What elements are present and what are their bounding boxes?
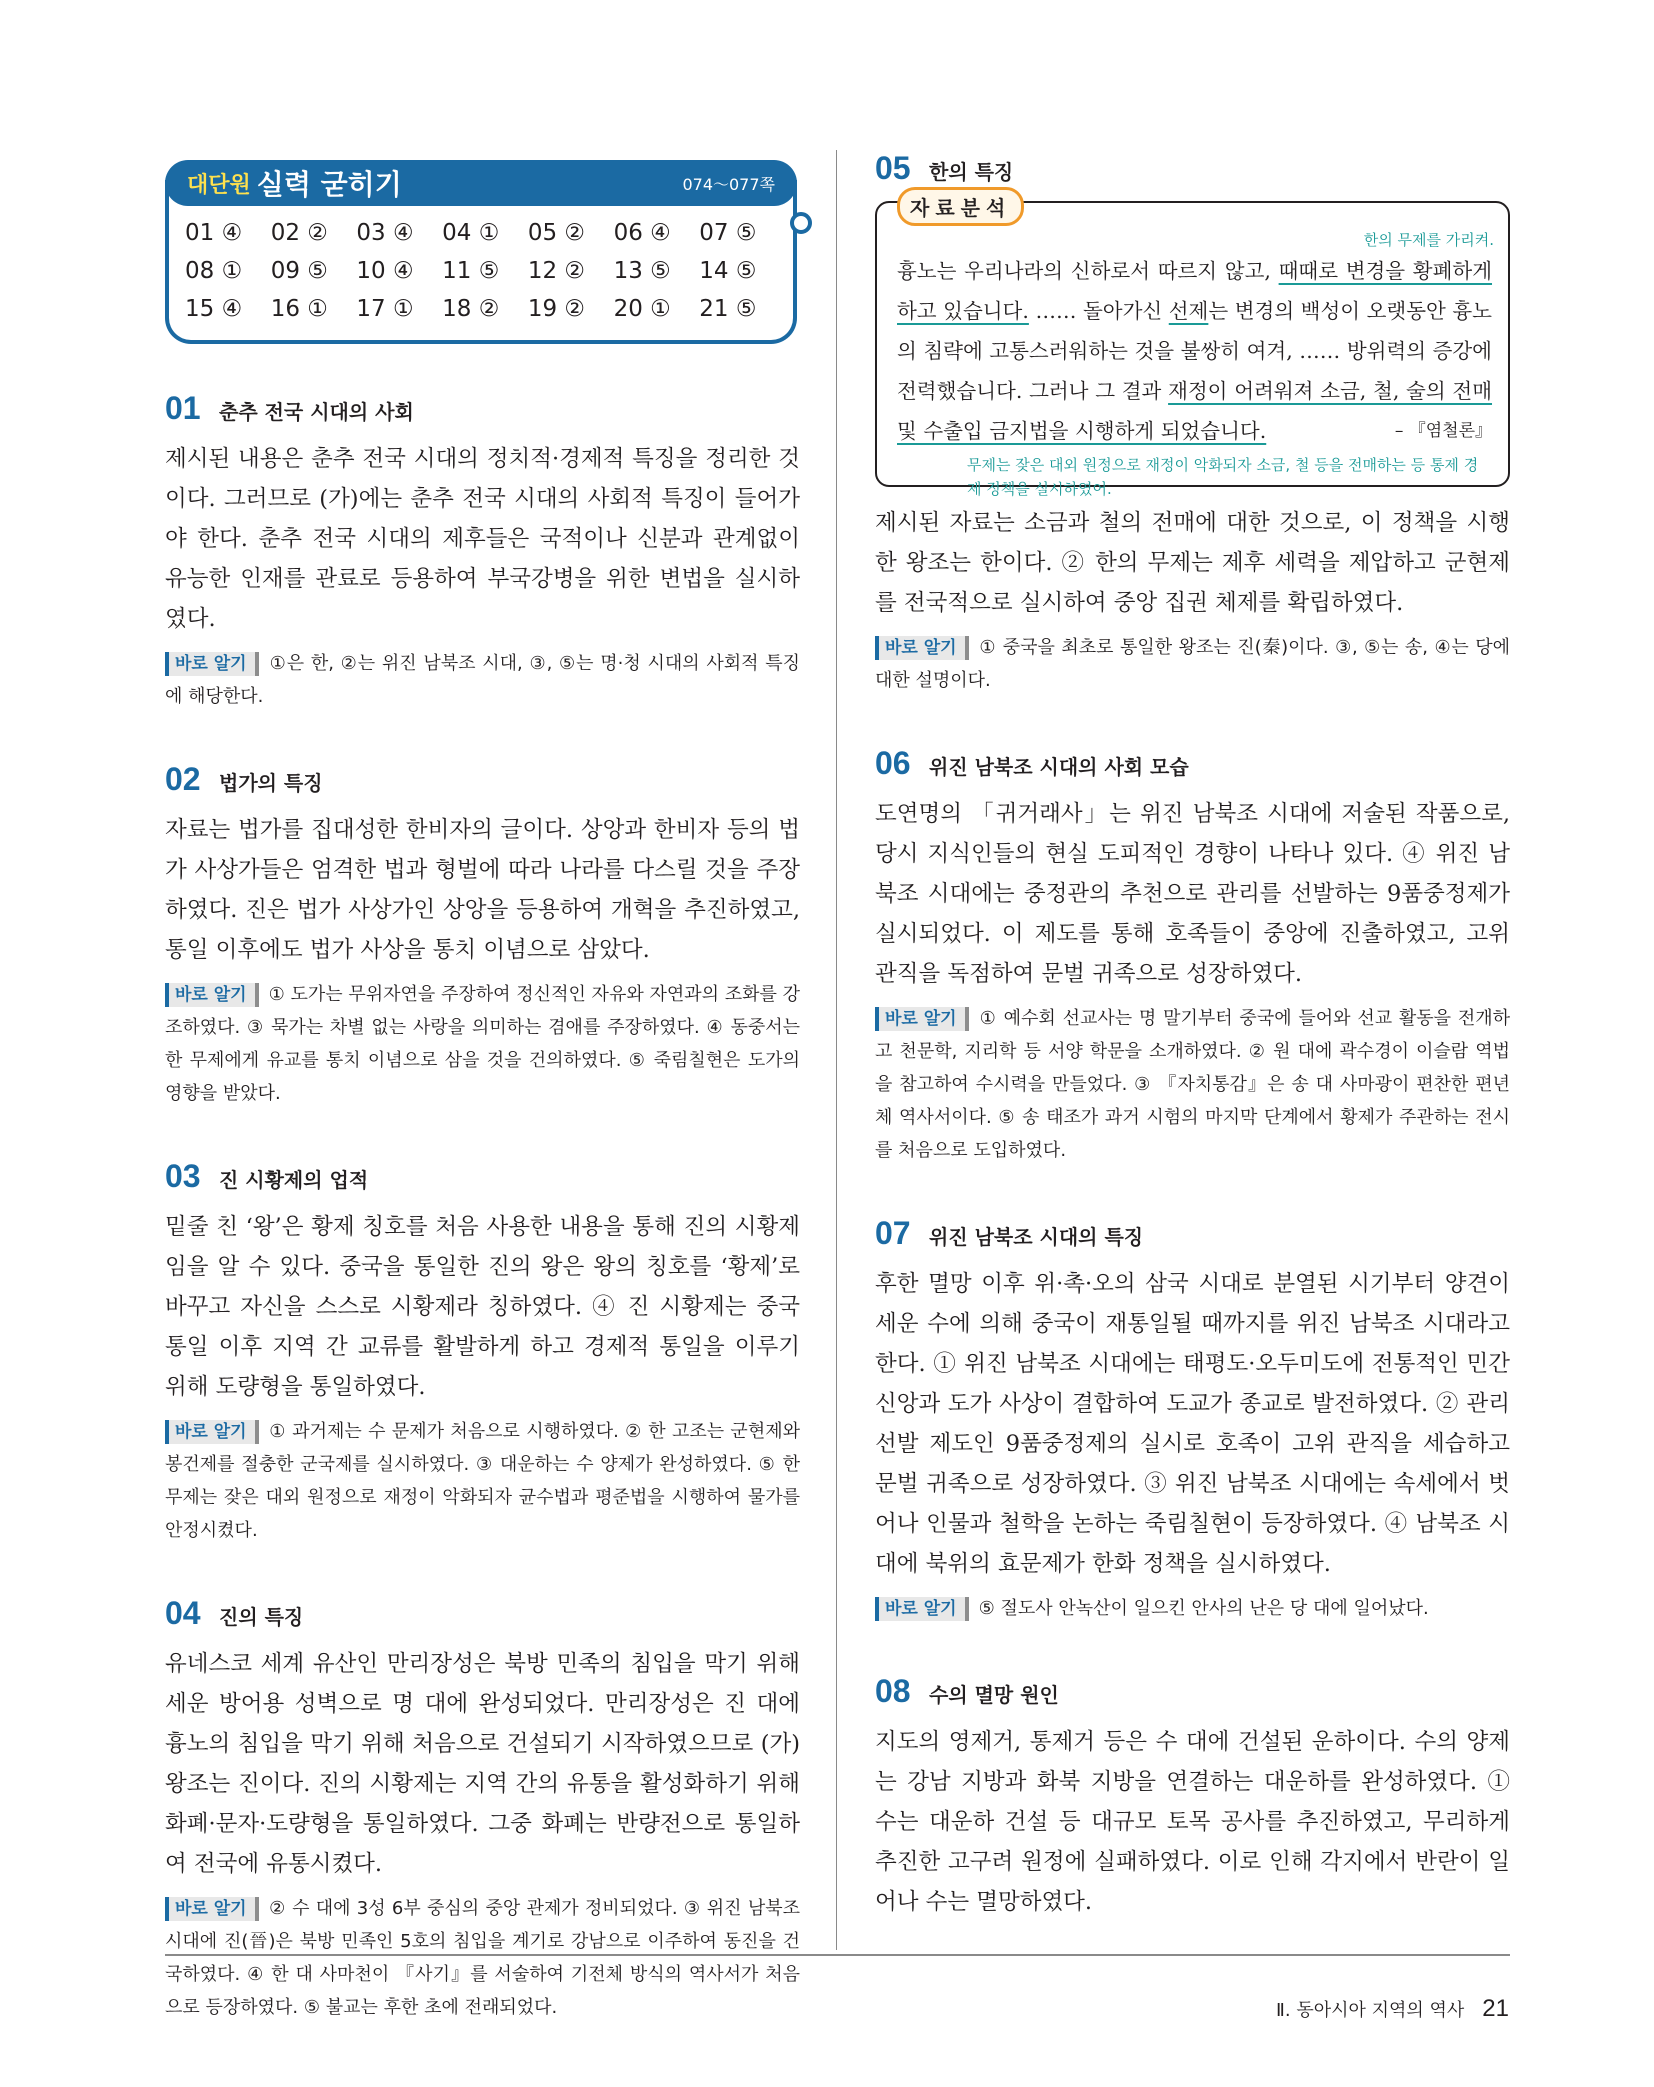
- answer-item: 06 ④: [613, 220, 671, 246]
- source-citation: – 『염철론』: [1394, 421, 1492, 441]
- section-body: 자료는 법가를 집대성한 한비자의 글이다. 상앙과 한비자 등의 법가 사상가들은 엄격한 법과 형벌에 따라 나라를 다스릴 것을 주장하였다. 진은 법가 사상가인 상앙을 등용하여 개혁을 추진하였고, 통일 이후에도 법가 사상을 통치 이념으로 삼았다.: [165, 817, 800, 963]
- answer-item: 11 ⑤: [442, 258, 500, 284]
- section-body: 제시된 내용은 춘추 전국 시대의 정치적·경제적 특징을 정리한 것이다. 그러므로 (가)에는 춘추 전국 시대의 사회적 특징이 들어가야 한다. 춘추 전국 시대의 제후들은 국적이나 신분과 관계없이 유능한 인재를 관료로 등용하여 부국강병을 위한 변법을 실시하였다.: [165, 446, 800, 632]
- answer-item: 08 ①: [185, 258, 243, 284]
- section-number: 08: [875, 1673, 911, 1709]
- answer-item: 01 ④: [185, 220, 243, 246]
- page-footer: [1276, 1995, 1509, 2023]
- answer-item: 21 ⑤: [699, 296, 757, 322]
- correct-note: [875, 1592, 1510, 1625]
- answer-item: 15 ④: [185, 296, 243, 322]
- answer-grid: [185, 220, 785, 322]
- section-02: [165, 761, 800, 1110]
- source-text-part: 흉노는 우리나라의 신하로서 따르지 않고,: [897, 259, 1279, 283]
- answer-item: 14 ⑤: [699, 258, 757, 284]
- section-body: 유네스코 세계 유산인 만리장성은 북방 민족의 침입을 막기 위해 세운 방어용 성벽으로 명 대에 완성되었다. 만리장성은 진 대에 흉노의 침입을 막기 위해 처음으로 건설되기 시작하였으므로 (가) 왕조는 진이다. 진의 시황제는 지역 간의 유통을 활성화하기 위해 화폐·문자·도량형을 통일하였다. 그중 화폐는 반량전으로 통일하여 전국에 유통시켰다.: [165, 1651, 800, 1877]
- section-03: [165, 1158, 800, 1547]
- section-number: 04: [165, 1595, 201, 1631]
- section-title: 한의 특징: [929, 160, 1014, 184]
- section-08: [875, 1673, 1510, 1922]
- correct-note-label: 바로 알기: [875, 1007, 969, 1031]
- column-divider: [836, 150, 837, 1950]
- correct-note-label: 바로 알기: [165, 983, 259, 1007]
- section-body: 후한 멸망 이후 위·촉·오의 삼국 시대로 분열된 시기부터 양견이 세운 수에 의해 중국이 재통일될 때까지를 위진 남북조 시대라고 한다. ① 위진 남북조 시대에는 태평도·오두미도에 전통적인 민간 신앙과 도가 사상이 결합하여 도교가 종교로 발전하였다. ② 관리 선발 제도인 9품중정제의 실시로 호족이 고위 관직을 세습하고 문벌 귀족으로 성장하였다. ③ 위진 남북조 시대에는 속세에서 벗어나 인물과 철학을 논하는 죽림칠현이 등장하였다. ④ 남북조 시대에 북위의 효문제가 한화 정책을 실시하였다.: [875, 1271, 1510, 1577]
- correct-note-label: 바로 알기: [165, 1897, 259, 1921]
- correct-note-text: ① 중국을 최초로 통일한 왕조는 진(秦)이다. ③, ⑤는 송, ④는 당에 대한 설명이다.: [875, 637, 1510, 691]
- correct-note: [165, 1415, 800, 1547]
- section-number: 06: [875, 745, 911, 781]
- source-analysis-label: 자료분석: [897, 187, 1024, 226]
- correct-note-text: ② 수 대에 3성 6부 중심의 중앙 관제가 정비되었다. ③ 위진 남북조 시대에 진(晉)은 북방 민족인 5호의 침입을 계기로 강남으로 이주하여 동진을 건국하였다. ④ 한 대 사마천이 『사기』를 서술하여 기전체 방식의 역사서가 처음으로 등장하였다. ⑤ 불교는 후한 초에 전래되었다.: [165, 1898, 800, 2018]
- correct-note-text: ① 과거제는 수 문제가 처음으로 시행하였다. ② 한 고조는 군현제와 봉건제를 절충한 군국제를 실시하였다. ③ 대운하는 수 양제가 완성하였다. ⑤ 한 무제는 잦은 대외 원정으로 재정이 악화되자 균수법과 평준법을 시행하여 물가를 안정시켰다.: [165, 1421, 800, 1541]
- section-title: 법가의 특징: [219, 771, 323, 795]
- answer-box: [165, 150, 800, 350]
- answer-item: 02 ②: [270, 220, 328, 246]
- section-number: 02: [165, 761, 201, 797]
- answer-item: 07 ⑤: [699, 220, 757, 246]
- page-number: 21: [1482, 1995, 1509, 2022]
- answer-box-page-range: 074～077쪽: [682, 174, 775, 194]
- correct-note: [165, 978, 800, 1110]
- section-05: [875, 150, 1510, 697]
- answer-item: 13 ⑤: [613, 258, 671, 284]
- correct-note-label: 바로 알기: [875, 1597, 969, 1621]
- answer-box-header: [165, 160, 797, 206]
- answer-box-label-b: 실력 굳히기: [256, 168, 402, 201]
- footer-chapter: Ⅱ. 동아시아 지역의 역사: [1276, 2000, 1465, 2021]
- section-number: 01: [165, 390, 201, 426]
- correct-note-label: 바로 알기: [165, 1420, 259, 1444]
- source-text: [897, 251, 1492, 451]
- answer-item: 05 ②: [527, 220, 586, 246]
- section-title: 위진 남북조 시대의 사회 모습: [929, 755, 1189, 779]
- source-text-underline: 선제: [1168, 299, 1209, 323]
- correct-note-text: ①은 한, ②는 위진 남북조 시대, ③, ⑤는 명·청 시대의 사회적 특징에 해당한다.: [165, 653, 800, 707]
- section-body: 밑줄 친 ‘왕’은 황제 칭호를 처음 사용한 내용을 통해 진의 시황제임을 알 수 있다. 중국을 통일한 진의 왕은 왕의 칭호를 ‘황제’로 바꾸고 자신을 스스로 시황제라 칭하였다. ④ 진 시황제는 중국 통일 이후 지역 간 교류를 활발하게 하고 경제적 통일을 이루기 위해 도량형을 통일하였다.: [165, 1214, 800, 1400]
- answer-box-label-a: 대단원: [187, 171, 251, 197]
- correct-note: [165, 647, 800, 713]
- correct-note-label: 바로 알기: [165, 652, 259, 676]
- source-text-part: …… 돌아가신: [1028, 299, 1169, 323]
- correct-note: [165, 1892, 800, 2024]
- answer-item: 16 ①: [270, 296, 328, 322]
- section-title: 위진 남북조 시대의 특징: [929, 1225, 1144, 1249]
- section-title: 진의 특징: [219, 1605, 304, 1629]
- answer-item: 09 ⑤: [270, 258, 328, 284]
- section-number: 05: [875, 150, 911, 186]
- source-text-part: 는 변경의 백성이 오랫동안 흉노의 침략에 고통스러워하는 것을 불쌍히 여겨, …… 방위력의 증강에 전력했습니다. 그러나 그 결과: [897, 299, 1492, 403]
- answer-item: 17 ①: [356, 296, 414, 322]
- correct-note-label: 바로 알기: [875, 636, 969, 660]
- left-column: [165, 150, 800, 2072]
- section-title: 춘추 전국 시대의 사회: [219, 400, 414, 424]
- answer-item: 19 ②: [527, 296, 586, 322]
- answer-item: 18 ②: [442, 296, 500, 322]
- source-annotation-top: 한의 무제를 가리켜.: [1363, 231, 1494, 249]
- correct-note-text: ① 예수회 선교사는 명 말기부터 중국에 들어와 선교 활동을 전개하고 천문학, 지리학 등 서양 학문을 소개하였다. ② 원 대에 곽수경이 이슬람 역법을 참고하여 수시력을 만들었다. ③ 『자치통감』은 송 대 사마광이 편찬한 편년체 역사서이다. ⑤ 송 태조가 과거 시험의 마지막 단계에서 황제가 주관하는 전시를 처음으로 도입하였다.: [875, 1008, 1510, 1161]
- section-body: 제시된 자료는 소금과 철의 전매에 대한 것으로, 이 정책을 시행한 왕조는 한이다. ② 한의 무제는 제후 세력을 제압하고 군현제를 전국적으로 실시하여 중앙 집권 체제를 확립하였다.: [875, 510, 1510, 616]
- source-text-underline: 재정이 어려워져 소금, 철, 술의 전매 및 수출입 금지법을 시행하게 되었습니다.: [897, 379, 1493, 443]
- section-body: 도연명의 「귀거래사」는 위진 남북조 시대에 저술된 작품으로, 당시 지식인들의 현실 도피적인 경향이 나타나 있다. ④ 위진 남북조 시대에는 중정관의 추천으로 관리를 선발하는 9품중정제가 실시되었다. 이 제도를 통해 호족들이 중앙에 진출하였고, 고위 관직을 독점하여 문벌 귀족으로 성장하였다.: [875, 801, 1510, 987]
- section-07: [875, 1215, 1510, 1625]
- answer-item: 12 ②: [527, 258, 586, 284]
- correct-note: [875, 631, 1510, 697]
- correct-note-text: ① 도가는 무위자연을 주장하여 정신적인 자유와 자연과의 조화를 강조하였다. ③ 묵가는 차별 없는 사랑을 의미하는 겸애를 주장하였다. ④ 동중서는 한 무제에게 유교를 통치 이념으로 삼을 것을 건의하였다. ⑤ 죽림칠현은 도가의 영향을 받았다.: [165, 984, 800, 1104]
- source-analysis-box: [875, 196, 1510, 498]
- answer-item: 04 ①: [442, 220, 500, 246]
- section-title: 수의 멸망 원인: [929, 1683, 1059, 1707]
- answer-item: 03 ④: [356, 220, 414, 246]
- section-number: 03: [165, 1158, 201, 1194]
- correct-note: [875, 1002, 1510, 1167]
- right-column: [875, 150, 1510, 1970]
- section-06: [875, 745, 1510, 1167]
- answer-item: 20 ①: [613, 296, 671, 322]
- section-01: [165, 390, 800, 713]
- correct-note-text: ⑤ 절도사 안녹산이 일으킨 안사의 난은 당 대에 일어났다.: [978, 1598, 1429, 1619]
- section-title: 진 시황제의 업적: [219, 1168, 369, 1192]
- section-number: 07: [875, 1215, 911, 1251]
- section-body: 지도의 영제거, 통제거 등은 수 대에 건설된 운하이다. 수의 양제는 강남 지방과 화북 지방을 연결하는 대운하를 완성하였다. ① 수는 대운하 건설 등 대규모 토목 공사를 추진하였고, 무리하게 추진한 고구려 원정에 실패하였다. 이로 인해 각지에서 반란이 일어나 수는 멸망하였다.: [875, 1729, 1510, 1915]
- source-text-underline: 때때로 변경을 황폐하게 하고 있습니다.: [897, 259, 1493, 323]
- section-04: [165, 1595, 800, 2024]
- answer-item: 10 ④: [356, 258, 414, 284]
- source-annotation-bottom: 무제는 잦은 대외 원정으로 재정이 악화되자 소금, 철 등을 전매하는 등 통제 경제 정책을 실시하였어.: [967, 456, 1479, 498]
- answer-box-dot: [790, 212, 812, 234]
